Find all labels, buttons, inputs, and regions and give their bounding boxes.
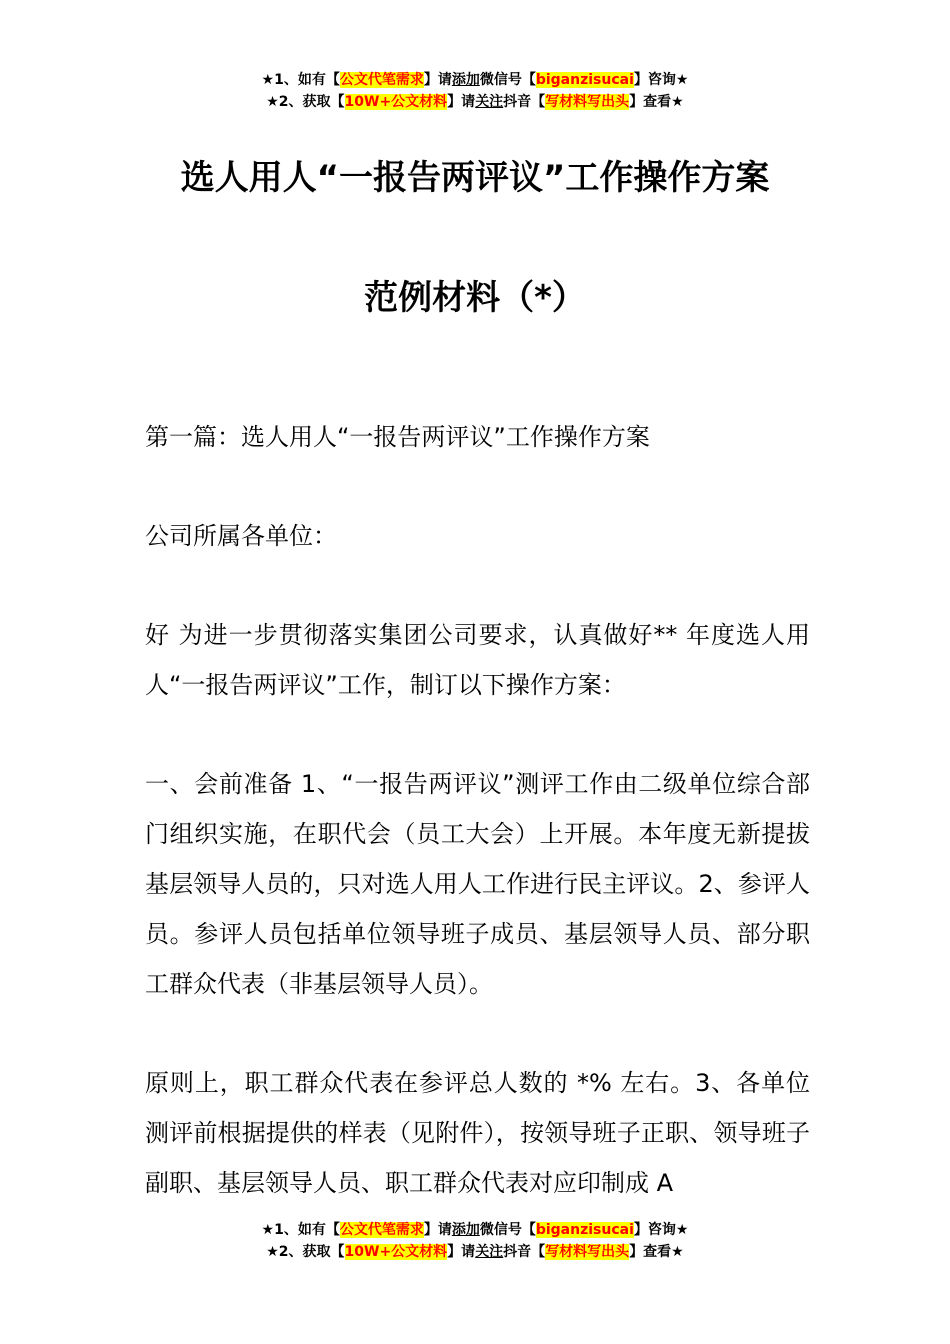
footer-banner bbox=[0, 1219, 950, 1263]
banner-text: 】请 bbox=[423, 1222, 452, 1238]
banner-text: 微信号【 bbox=[479, 72, 536, 88]
paragraph-5: 原则上，职工群众代表在参评总人数的 *% 左右。3、各单位测评前根据提供的样表（见附件），按领导班子正职、领导班子副职、基层领导人员、职工群众代表对应印制成 A bbox=[145, 1069, 810, 1197]
banner-text: ★2、获取【 bbox=[266, 94, 345, 110]
banner-line-2 bbox=[0, 91, 950, 113]
banner-text: 】咨询★ bbox=[633, 1222, 689, 1238]
banner-text: 抖音【 bbox=[503, 94, 546, 110]
banner-underlined: 添加 bbox=[451, 1222, 480, 1238]
banner-text: 抖音【 bbox=[503, 1244, 546, 1260]
banner-highlight: 10W+公文材料 bbox=[344, 94, 448, 110]
banner-text: 】请 bbox=[423, 72, 452, 88]
banner-text: ★1、如有【 bbox=[261, 1222, 340, 1238]
banner-highlight: 写材料写出头 bbox=[545, 1244, 630, 1260]
banner-underlined: 关注 bbox=[475, 94, 504, 110]
paragraph-4: 一、会前准备 1、“一报告两评议”测评工作由二级单位综合部门组织实施，在职代会（员工大会）上开展。本年度无新提拔基层领导人员的，只对选人用人工作进行民主评议。2、参评人员。参评人员包括单位领导班子成员、基层领导人员、部分职工群众代表（非基层领导人员）。 bbox=[145, 770, 810, 998]
banner-underlined: 关注 bbox=[475, 1244, 504, 1260]
banner-highlight: biganzisucai bbox=[535, 72, 634, 88]
paragraph-2: 公司所属各单位： bbox=[145, 522, 337, 550]
banner-text: 】查看★ bbox=[629, 1244, 684, 1260]
paragraph-1: 第一篇：选人用人“一报告两评议”工作操作方案 bbox=[145, 423, 650, 451]
banner-text: 微信号【 bbox=[479, 1222, 536, 1238]
banner-line-1 bbox=[0, 1219, 950, 1241]
document-title-line-1: 选人用人“一报告两评议”工作操作方案 bbox=[180, 158, 770, 198]
document-title-line-2: 范例材料（*） bbox=[364, 278, 586, 318]
banner-highlight: 公文代笔需求 bbox=[339, 72, 424, 88]
banner-text: 】查看★ bbox=[629, 94, 684, 110]
banner-highlight: 10W+公文材料 bbox=[344, 1244, 448, 1260]
document-body bbox=[145, 412, 810, 1257]
banner-text: 】请 bbox=[447, 94, 476, 110]
banner-line-1 bbox=[0, 69, 950, 91]
banner-text: ★1、如有【 bbox=[261, 72, 340, 88]
banner-highlight: biganzisucai bbox=[535, 1222, 634, 1238]
banner-highlight: 写材料写出头 bbox=[545, 94, 630, 110]
banner-text: ★2、获取【 bbox=[266, 1244, 345, 1260]
banner-text: 】请 bbox=[447, 1244, 476, 1260]
paragraph-3: 好 为进一步贯彻落实集团公司要求，认真做好** 年度选人用人“一报告两评议”工作，制订以下操作方案： bbox=[145, 621, 810, 699]
header-banner bbox=[0, 69, 950, 113]
banner-underlined: 添加 bbox=[451, 72, 480, 88]
banner-highlight: 公文代笔需求 bbox=[339, 1222, 424, 1238]
banner-line-2 bbox=[0, 1241, 950, 1263]
banner-text: 】咨询★ bbox=[633, 72, 689, 88]
